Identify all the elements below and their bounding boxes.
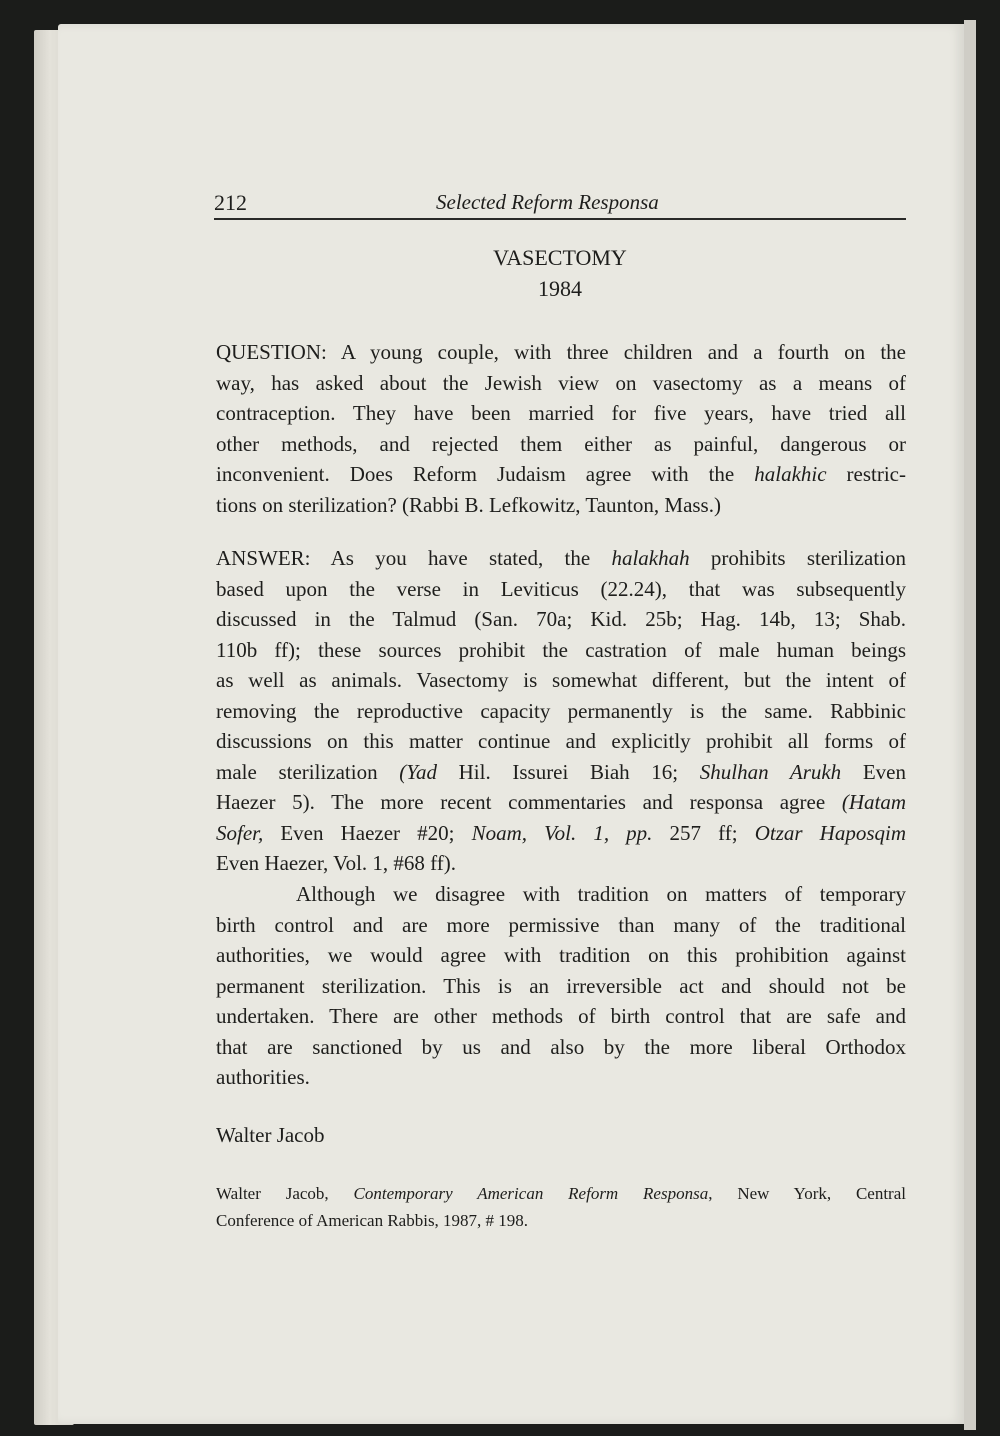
text-line — [216, 574, 906, 605]
text-line — [216, 1032, 906, 1063]
text-segment: as well as animals. Vasectomy is somewhat different, but the intent of — [216, 668, 906, 692]
citation-work: Contemporary American Reform Responsa — [353, 1184, 709, 1203]
page-header — [214, 190, 906, 220]
text-line — [216, 543, 906, 574]
text-line — [216, 848, 906, 879]
text-line — [216, 635, 906, 666]
italic-text: Sofer, — [216, 820, 264, 845]
text-segment: discussions on this matter continue and explicitly prohibit all forms of — [216, 729, 906, 753]
italic-text: Shulhan Arukh — [699, 759, 842, 784]
citation-author: Walter Jacob, — [216, 1184, 354, 1203]
text-segment: way, has asked about the Jewish view on vasectomy as a means of — [216, 370, 906, 395]
text-line — [216, 910, 906, 941]
text-line — [216, 1062, 906, 1093]
text-line — [216, 787, 906, 818]
text-line — [216, 940, 906, 971]
text-segment: QUESTION: A young couple, with three children and a fourth on the — [216, 340, 906, 364]
text-segment: undertaken. There are other methods of birth control that are safe and — [216, 1004, 906, 1028]
text-line — [216, 429, 906, 460]
text-segment: Although we disagree with tradition on matters of temporary — [296, 882, 906, 906]
text-line — [216, 879, 906, 910]
answer-paragraph — [216, 543, 906, 879]
text-line — [216, 490, 906, 521]
text-line — [216, 818, 906, 849]
text-segment: contraception. They have been married for five years, have tried all — [216, 401, 906, 425]
running-head: Selected Reform Responsa — [436, 190, 659, 214]
text-line — [216, 398, 906, 429]
text-line — [216, 971, 906, 1002]
text-segment: Even Haezer, Vol. 1, #68 ff). — [216, 851, 457, 875]
text-segment: Hil. Issurei Biah 16; — [436, 759, 700, 784]
facing-page-edge — [964, 20, 976, 1430]
text-segment: Haezer 5). The more recent commentaries and responsa agree — [216, 790, 842, 814]
citation — [216, 1180, 906, 1234]
text-segment: Even Haezer #20; — [263, 820, 472, 845]
text-line — [216, 757, 906, 788]
text-segment: ANSWER: As you have stated, the — [216, 546, 612, 570]
page-number: 212 — [214, 190, 247, 215]
responsum-year: 1984 — [538, 276, 582, 301]
text-segment: other methods, and rejected them either as painful, dangerous or — [216, 431, 906, 456]
text-segment: 257 ff; — [652, 820, 755, 845]
text-segment: tions on sterilization? (Rabbi B. Lefkowitz, Taunton, Mass.) — [216, 492, 721, 517]
text-segment: prohibits sterilization — [689, 546, 906, 570]
signature: Walter Jacob — [216, 1123, 325, 1147]
text-line — [216, 696, 906, 727]
italic-text: (Hatam — [841, 790, 906, 814]
text-segment: removing the reproductive capacity permanently is the same. Rabbinic — [216, 698, 906, 723]
text-line — [216, 604, 906, 635]
text-line — [216, 368, 906, 399]
body-paragraph — [216, 879, 906, 1093]
text-segment: discussed in the Talmud (San. 70a; Kid. 25b; Hag. 14b, 13; Shab. — [216, 607, 906, 631]
italic-text: (Yad — [399, 759, 437, 784]
text-segment: authorities. — [216, 1065, 310, 1089]
text-segment: restric- — [826, 462, 906, 486]
text-segment: Even — [841, 759, 906, 784]
text-segment: based upon the verse in Leviticus (22.24), that was subsequently — [216, 576, 906, 601]
italic-text: Otzar Haposqim — [754, 820, 906, 845]
text-segment: 110b ff); these sources prohibit the castration of male human beings — [216, 637, 906, 662]
text-line — [216, 459, 906, 490]
text-segment: that are sanctioned by us and also by the more liberal Orthodox — [216, 1034, 906, 1059]
text-segment: birth control and are more permissive than many of the traditional — [216, 912, 906, 937]
italic-text: halakhah — [611, 546, 690, 570]
citation-publisher: Conference of American Rabbis, 1987, # 198. — [216, 1211, 529, 1230]
text-segment: permanent sterilization. This is an irreversible act and should not be — [216, 973, 906, 998]
question-paragraph — [216, 337, 906, 520]
text-line — [216, 726, 906, 757]
text-segment: inconvenient. Does Reform Judaism agree with the — [216, 462, 755, 486]
text-line — [216, 337, 906, 368]
text-line — [216, 665, 906, 696]
responsum-title: VASECTOMY — [493, 245, 627, 270]
citation-place: , New York, Central — [708, 1184, 906, 1203]
italic-text: halakhic — [754, 462, 827, 486]
text-segment: authorities, we would agree with tradition on this prohibition against — [216, 943, 906, 967]
text-segment: male sterilization — [216, 759, 400, 784]
italic-text: Noam, Vol. 1, pp. — [471, 820, 653, 845]
text-line — [216, 1001, 906, 1032]
